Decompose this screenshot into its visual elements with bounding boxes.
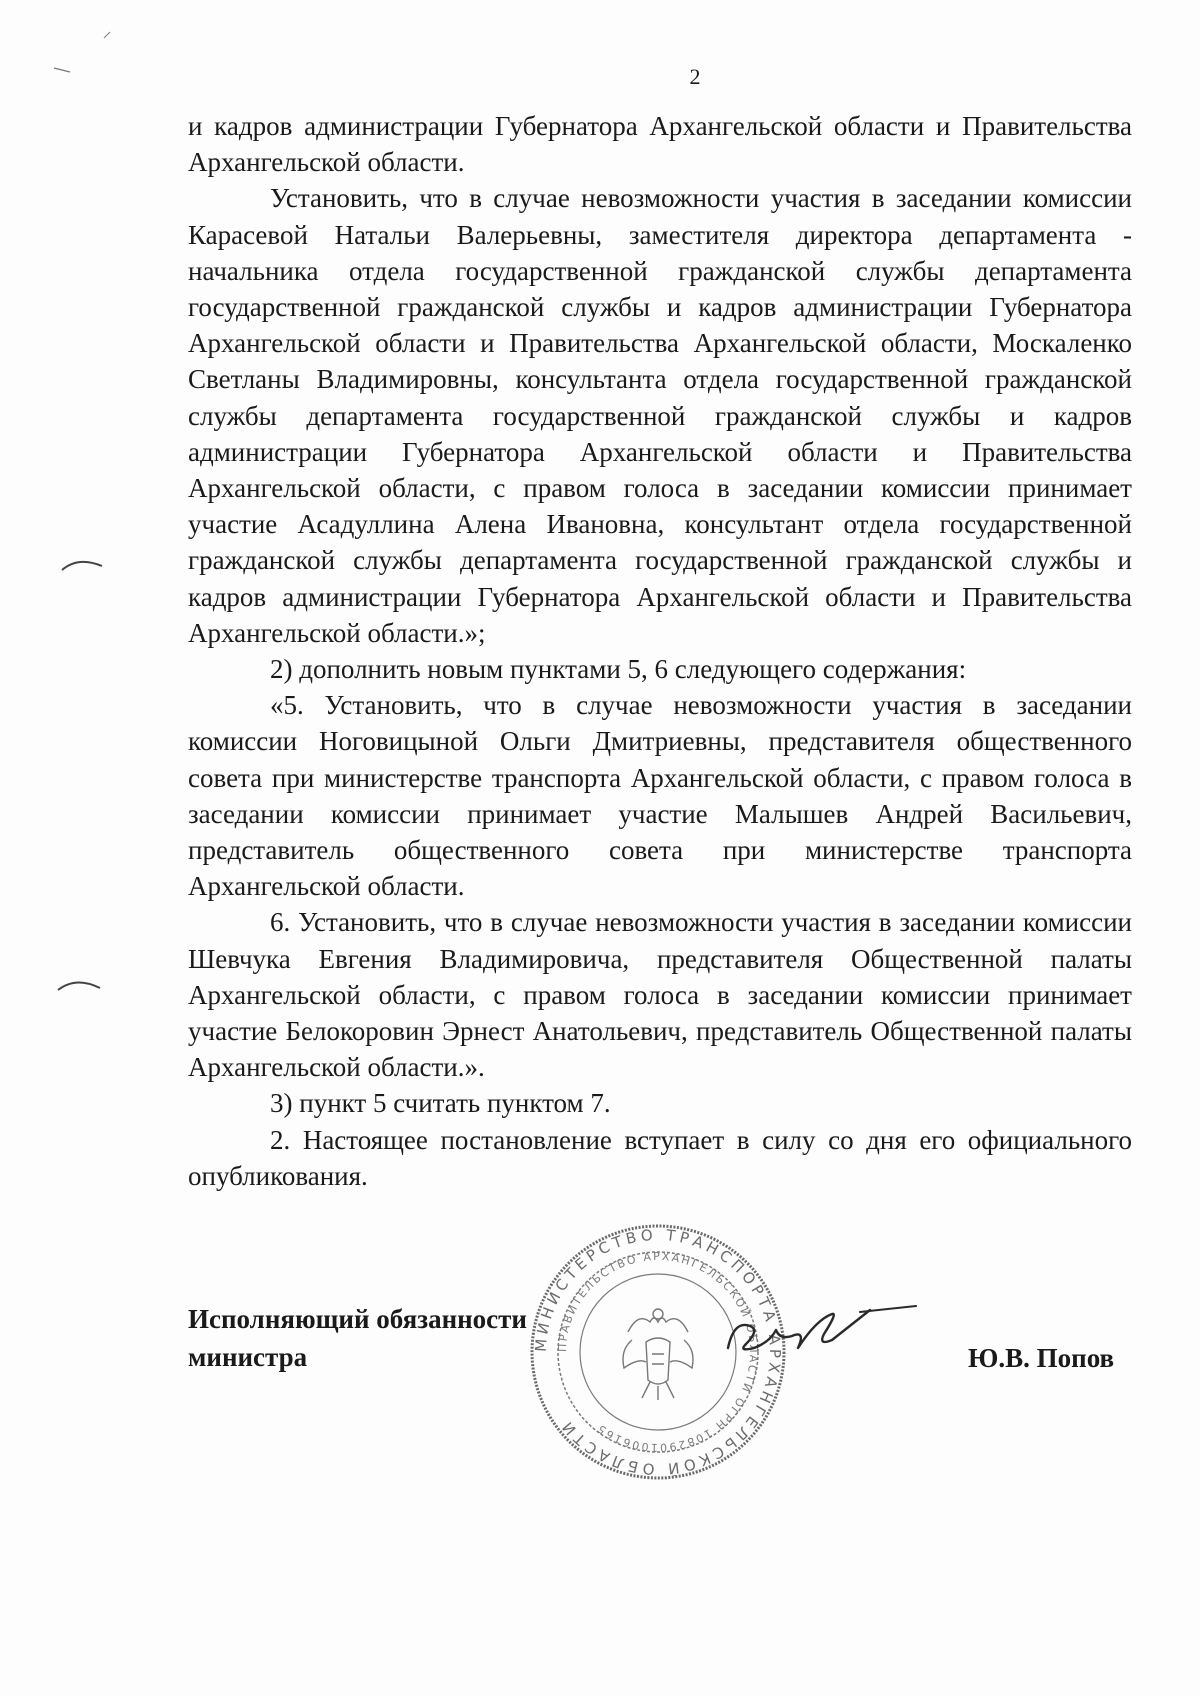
paragraph-continuation: и кадров администрации Губернатора Архангельской области и Правительства Архангельской области. <box>188 111 1132 178</box>
scan-artifact-top <box>100 28 120 48</box>
page-number: 2 <box>689 64 701 89</box>
document-body <box>188 108 1132 1194</box>
svg-text:ПРАВИТЕЛЬСТВО АРХАНГЕЛЬСКОЙ ОБ: ПРАВИТЕЛЬСТВО АРХАНГЕЛЬСКОЙ ОБЛАСТИ ОГРН 1082901006165 <box>555 1249 761 1455</box>
paragraph-amendment-3: 3) пункт 5 считать пунктом 7. <box>270 1088 611 1119</box>
paragraph-new-item-5: «5. Установить, что в случае невозможности участия в заседании комиссии Ноговицыной Ольги Дмитриевны, представителя общественного совета при министерстве транспорта Архангельской области, с правом голоса в заседании комиссии принимает участие Малышев Андрей Васильевич, представитель общественного совета при министерстве транспорта Архангельской области. <box>188 690 1132 902</box>
paragraph-effective-date: 2. Настоящее постановление вступает в силу со дня его официального опубликования. <box>188 1124 1132 1191</box>
paragraph-substitution-rule: Установить, что в случае невозможности участия в заседании комиссии Карасевой Натальи Валерьевны, заместителя директора департамента - начальника отдела государственной гражданской службы департамента государственной гражданской службы и кадров администрации Губернатора Архангельской области и Правительства Архангельской области, Москаленко Светланы Владимировны, консультанта отдела государственной гражданской службы департамента государственной гражданской службы и кадров администрации Губернатора Архангельской области и Правительства Архангельской области, с правом голоса в заседании комиссии принимает участие Асадуллина Алена Ивановна, консультант отдела государственной гражданской службы департамента государственной гражданской службы и кадров администрации Губернатора Архангельской области и Правительства Архангельской области.»; <box>188 183 1132 648</box>
handwritten-signature <box>720 1290 920 1370</box>
signatory-position <box>188 1300 527 1376</box>
signatory-position-line2: министра <box>188 1342 308 1372</box>
punch-hole-mark-upper <box>58 552 108 576</box>
paragraph-amendment-2: 2) дополнить новым пунктами 5, 6 следующего содержания: <box>270 654 967 685</box>
svg-text:МИНИСТЕРСТВО ТРАНСПОРТА АРХАНГ: МИНИСТЕРСТВО ТРАНСПОРТА АРХАНГЕЛЬСКОЙ ОБЛАСТИ <box>531 1225 785 1479</box>
signatory-position-line1: Исполняющий обязанности <box>188 1304 527 1334</box>
signatory-name: Ю.В. Попов <box>968 1343 1115 1373</box>
punch-hole-mark-lower <box>54 970 104 1000</box>
paragraph-new-item-6: 6. Установить, что в случае невозможности участия в заседании комиссии Шевчука Евгения Владимировича, представителя Общественной палаты Архангельской области, с правом голоса в заседании комиссии принимает участие Белокоровин Эрнест Анатольевич, представитель Общественной палаты Архангельской области.». <box>188 907 1132 1083</box>
